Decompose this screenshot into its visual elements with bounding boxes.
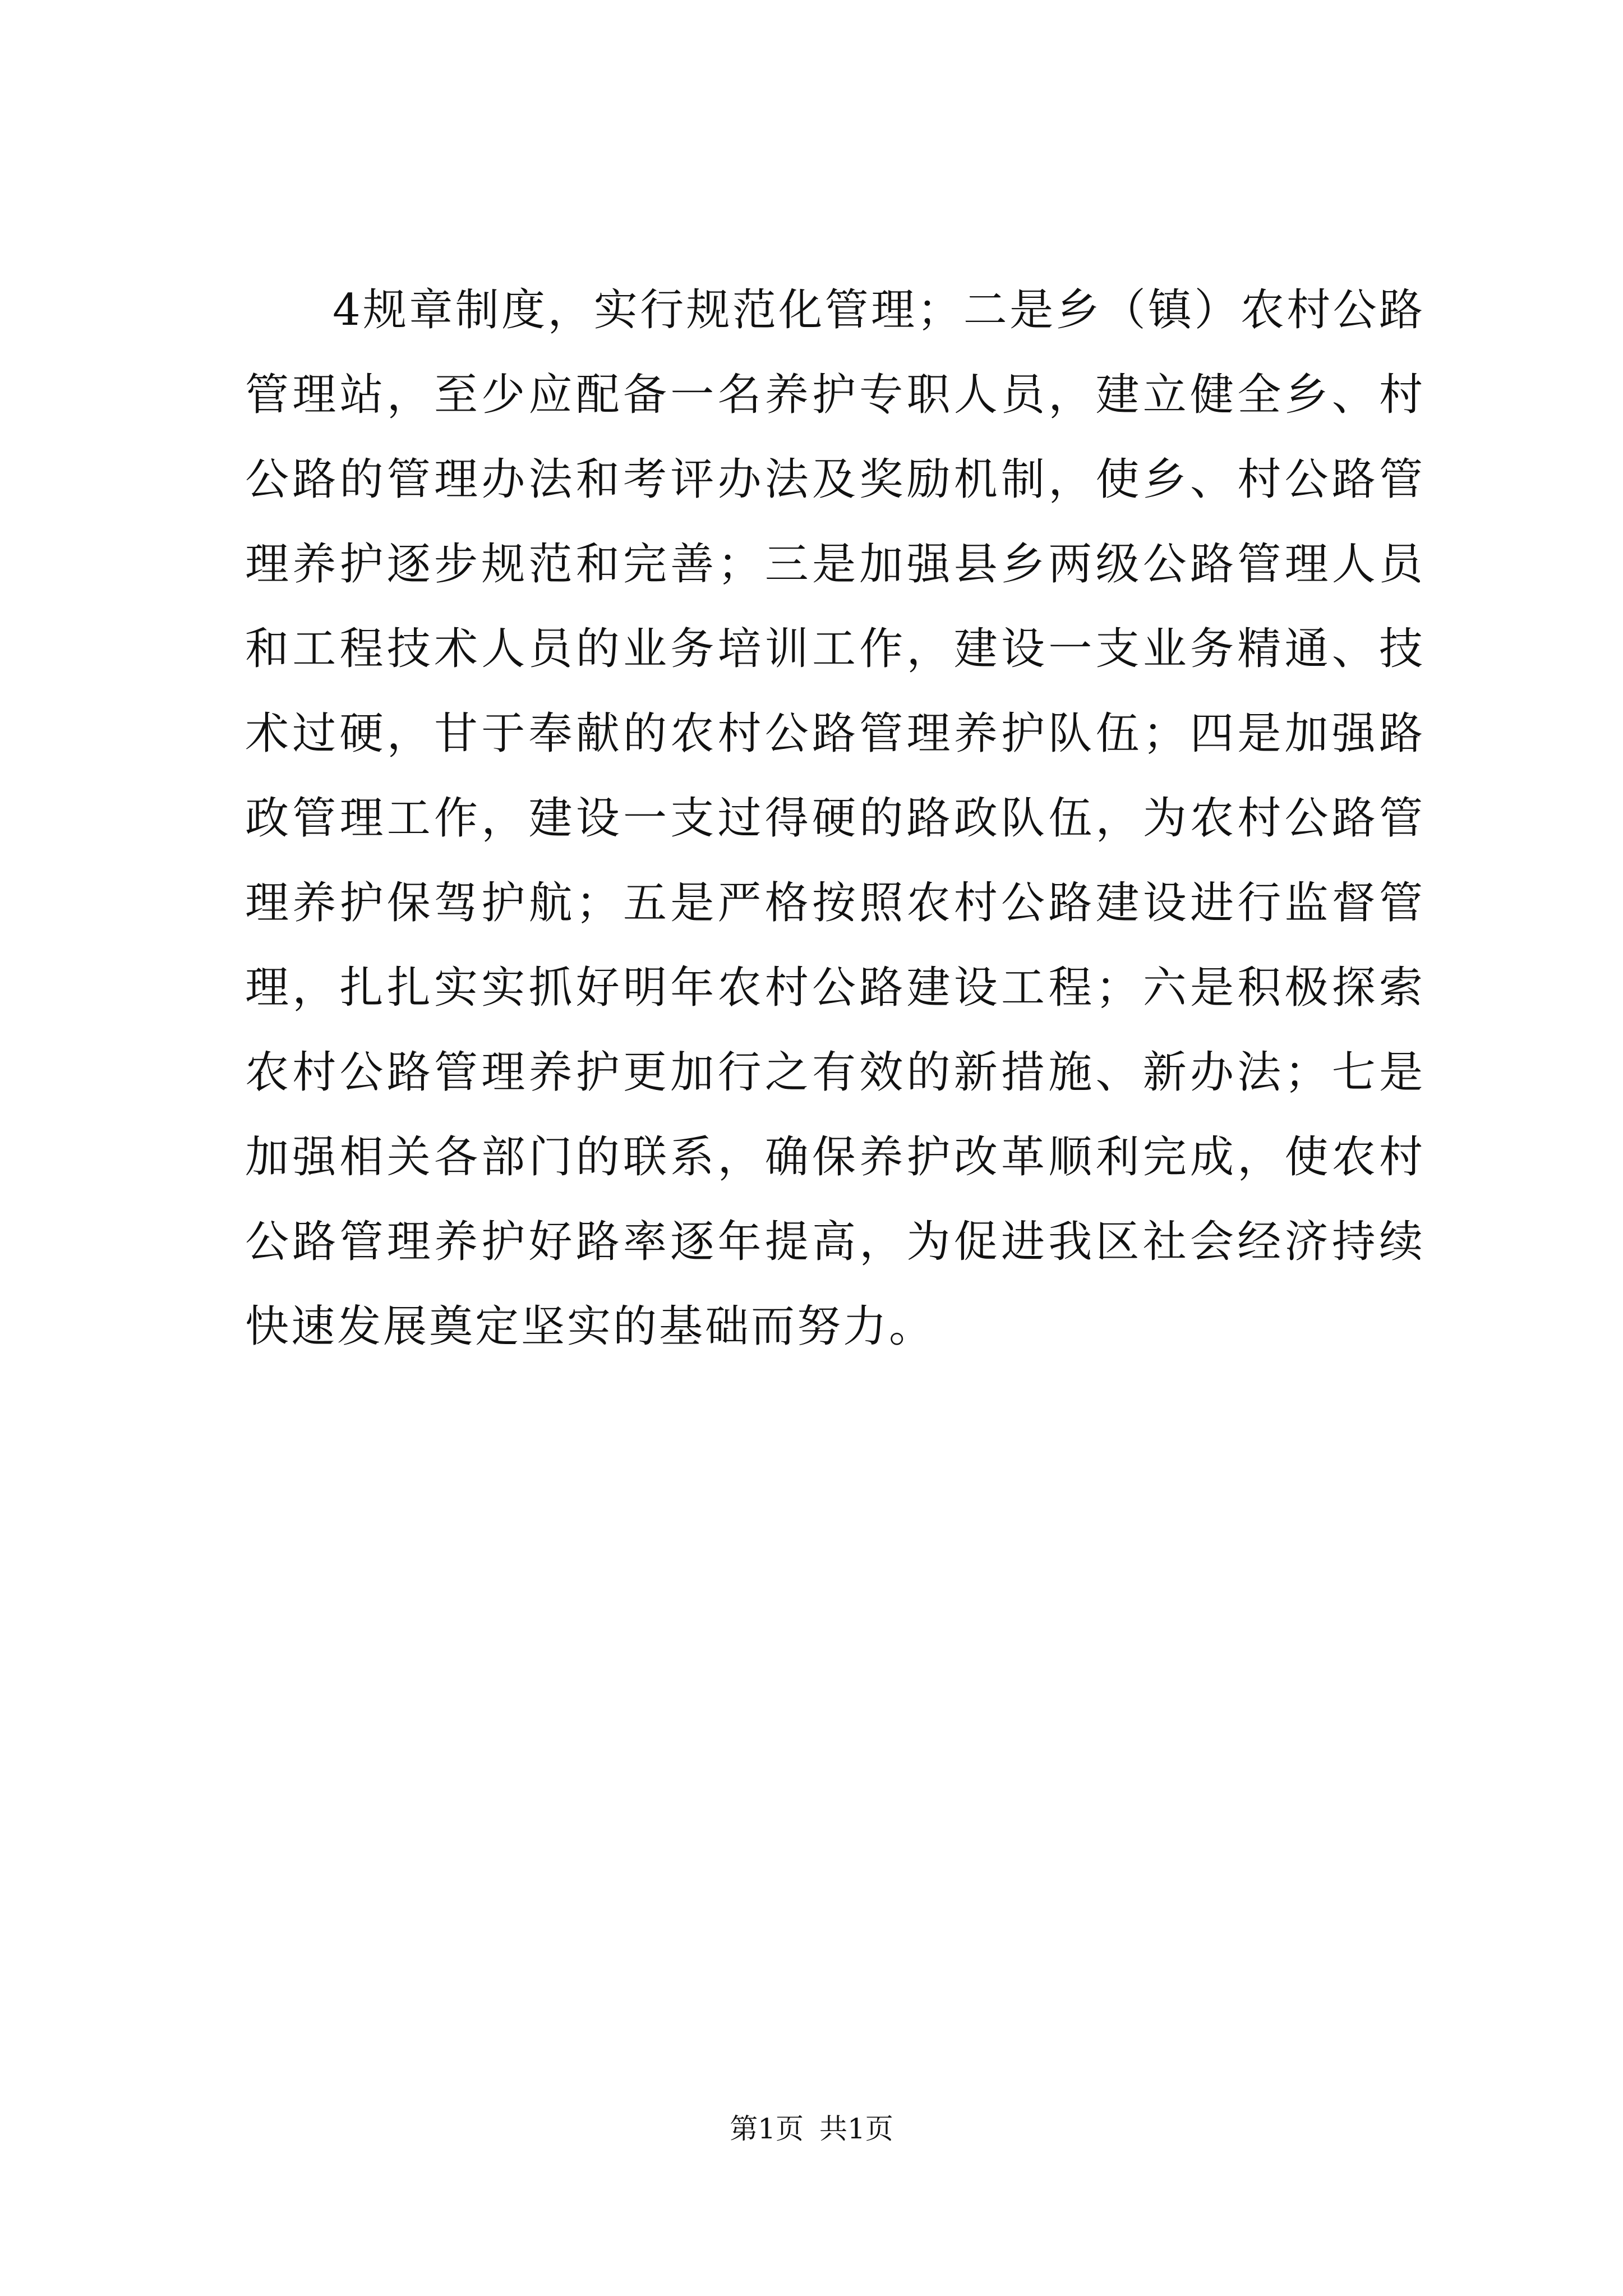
page-footer [0, 2112, 1623, 2146]
body-paragraph: 4规章制度，实行规范化管理；二是乡（镇）农村公路管理站，至少应配备一名养护专职人员，建立健全乡、村公路的管理办法和考评办法及奖励机制，使乡、村公路管理养护逐步规范和完善；三是加强县乡两级公路管理人员和工程技术人员的业务培训工作，建设一支业务精通、技术过硬，甘于奉献的农村公路管理养护队伍；四是加强路政管理工作，建设一支过得硬的路政队伍，为农村公路管理养护保驾护航；五是严格按照农村公路建设进行监督管理，扎扎实实抓好明年农村公路建设工程；六是积极探索农村公路管理养护更加行之有效的新措施、新办法；七是加强相关各部门的联系，确保养护改革顺利完成，使农村公路管理养护好路率逐年提高，为促进我区社会经济持续快速发展奠定坚实的基础而努力。 [245, 285, 1425, 1352]
page-total: 共1页 [819, 2113, 893, 2145]
page-number: 第1页 [730, 2113, 804, 2145]
